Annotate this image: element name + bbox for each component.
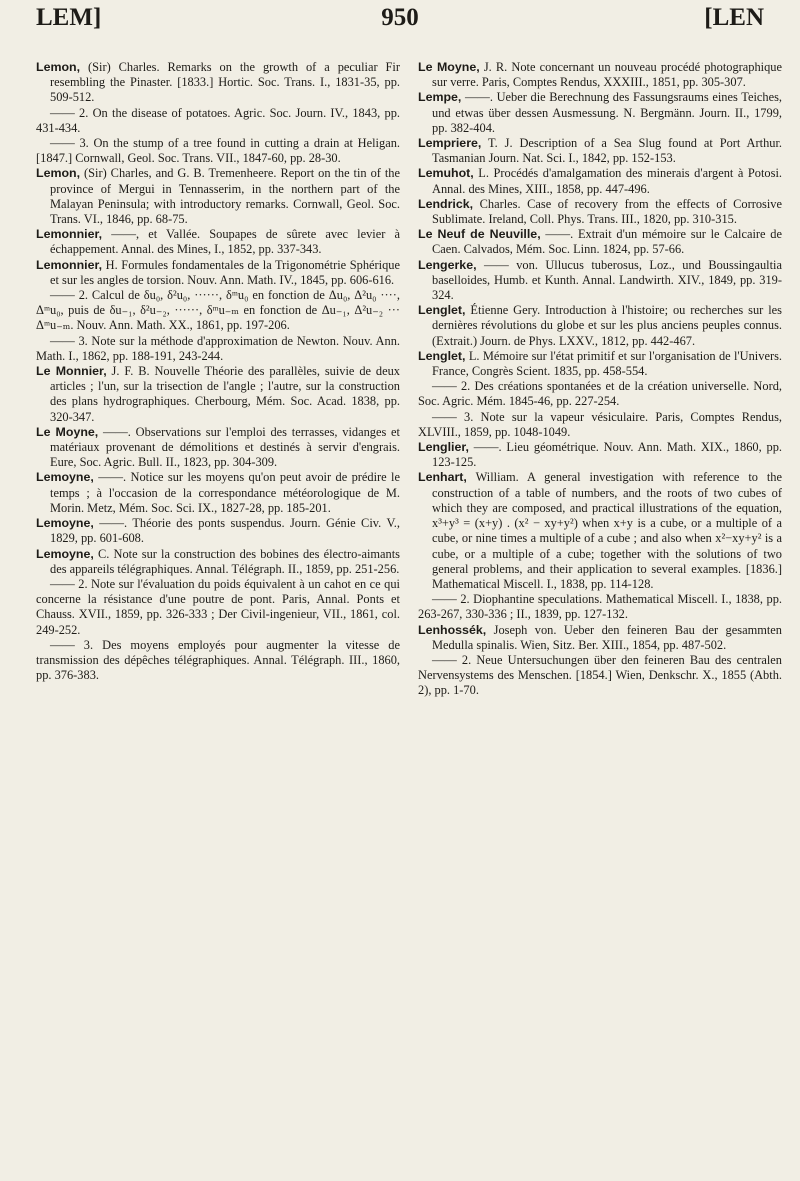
- sub-entry: [418, 410, 782, 440]
- header-right: [LEN: [704, 4, 764, 31]
- entry-text: ——, et Vallée. Soupapes de sûrete avec levier à échappement. Annal. des Mines, I., 1852, pp. 337-343.: [50, 227, 400, 257]
- entry-text: ——. Extrait d'un mémoire sur le Calcaire de Caen. Calvados, Mém. Soc. Linn. 1824, pp. 57-66.: [432, 227, 782, 257]
- author-entry: [36, 516, 400, 546]
- sub-entry: [36, 638, 400, 684]
- entry-text: L. Procédés d'amalgamation des minerais d'argent à Potosi. Annal. des Mines, XIII., 1858, pp. 447-496.: [432, 166, 782, 196]
- author-name: Lemon,: [36, 60, 81, 74]
- entry-text: —— 2. Diophantine speculations. Mathematical Miscell. I., 1838, pp. 263-267, 330-336 ; II., 1839, pp. 127-132.: [418, 592, 782, 622]
- entry-text: —— 3. Des moyens employés pour augmenter la vitesse de transmission des dépêches télégraphiques. Annal. Télégraph. III., 1860, pp. 376-383.: [36, 637, 400, 683]
- author-name: Lenhossék,: [418, 622, 487, 637]
- author-entry: [418, 440, 782, 470]
- entry-text: ——. Notice sur les moyens qu'on peut avoir de prédire le temps ; à l'occasion de la correspondance météorologique de M. Morin. Metz, Mém. Soc. Sci. IX., 1827-28, pp. 185-201.: [50, 470, 400, 515]
- author-name: Lendrick,: [418, 196, 474, 211]
- author-name: Lempe,: [418, 90, 462, 105]
- entry-text: ——. Lieu géométrique. Nouv. Ann. Math. XIX., 1860, pp. 123-125.: [432, 440, 782, 470]
- entry-text: ——. Ueber die Berechnung des Fassungsraums eines Teiches, und etwas über dessen Ausmessung. N. Bergmänn. Journ. II., 1799, pp. 382-404.: [432, 90, 782, 135]
- entry-text: Étienne Gery. Introduction à l'histoire; ou recherches sur les dernières révolutions du globe et sur les plus anciens peuples connus. (Extrait.) Journ. de Phys. LXXV., 1812, pp. 442-467.: [432, 303, 782, 348]
- entry-text: —— 2. Neue Untersuchungen über den feineren Bau des centralen Nervensystems des Menschen. [1854.] Wien, Denkschr. X., 1855 (Abth. 2), pp. 1-70.: [418, 652, 782, 698]
- sub-entry: [36, 334, 400, 364]
- author-entry: [418, 349, 782, 379]
- entry-text: ——. Observations sur l'emploi des terrasses, vidanges et matériaux provenant de démolitions et destinés à servir d'engrais. Eure, Soc. Agric. Bull. II., 1823, pp. 304-309.: [50, 424, 400, 470]
- author-name: Lengerke,: [418, 257, 477, 272]
- author-entry: [418, 227, 782, 257]
- entry-text: (Sir) Charles. Remarks on the growth of a peculiar Fir resembling the Pinaster. [1833.] Hortic. Soc. Trans. I., 1831-35, pp. 509-512.: [50, 60, 400, 105]
- entry-text: —— 2. Des créations spontanées et de la création universelle. Nord, Soc. Agric. Mém. 1845-46, pp. 227-254.: [418, 379, 782, 409]
- author-entry: [36, 425, 400, 471]
- running-header: [36, 4, 764, 44]
- author-name: Lenglet,: [418, 348, 466, 363]
- sub-entry: [418, 592, 782, 622]
- author-name: Le Monnier,: [36, 364, 107, 379]
- author-entry: [418, 258, 782, 304]
- author-entry: [418, 197, 782, 227]
- author-name: Lemonnier,: [36, 257, 103, 272]
- entry-text: —— 3. Note sur la vapeur vésiculaire. Paris, Comptes Rendus, XLVIII., 1859, pp. 1048-1049.: [418, 409, 782, 439]
- author-entry: [418, 303, 782, 349]
- author-name: Le Neuf de Neuville,: [418, 227, 541, 242]
- author-name: Lenglet,: [418, 303, 466, 318]
- entry-text: —— 3. On the stump of a tree found in cutting a drain at Heligan. [1847.] Cornwall, Geol. Soc. Trans. VII., 1847-60, pp. 28-30.: [36, 136, 400, 166]
- author-name: Lemoyne,: [36, 470, 94, 485]
- sub-entry: [36, 288, 400, 334]
- header-left: LEM]: [36, 4, 102, 31]
- entry-text: T. J. Description of a Sea Slug found at Port Arthur. Tasmanian Journ. Nat. Sci. I., 1842, pp. 152-153.: [432, 136, 782, 166]
- entry-text: C. Note sur la construction des bobines des électro-aimants des appareils télégraphiques. Annal. Télégraph. II., 1859, pp. 251-256.: [50, 546, 400, 576]
- entry-text: —— 3. Note sur la méthode d'approximation de Newton. Nouv. Ann. Math. I., 1862, pp. 188-191, 243-244.: [36, 333, 400, 363]
- entry-text: —— von. Ullucus tuberosus, Loz., und Boussingaultia baselloides, Humb. et Kunth. Annal. Landwirth. XIV., 1849, pp. 319-324.: [432, 257, 782, 303]
- author-name: Lempriere,: [418, 136, 482, 151]
- entry-text: J. F. B. Nouvelle Théorie des parallèles, suivie de deux articles ; l'un, sur la trisection de l'angle ; l'autre, sur la construction des plans hydrographiques. Cherbourg, Mém. Soc. Acad. 1838, pp. 320-347.: [50, 364, 400, 424]
- entry-text: H. Formules fondamentales de la Trigonométrie Sphérique et sur les angles de torsion. Nouv. Ann. Math. IV., 1845, pp. 606-616.: [50, 257, 400, 287]
- entry-text: ——. Théorie des ponts suspendus. Journ. Génie Civ. V., 1829, pp. 601-608.: [50, 516, 400, 546]
- author-name: Lenglier,: [418, 440, 469, 455]
- author-entry: [418, 60, 782, 90]
- author-entry: [36, 364, 400, 425]
- sub-entry: [418, 653, 782, 699]
- sub-entry: [418, 379, 782, 409]
- author-name: Lemuhot,: [418, 166, 474, 181]
- author-name: Lemoyne,: [36, 516, 94, 531]
- author-name: Lemoyne,: [36, 546, 94, 561]
- sub-entry: [36, 106, 400, 136]
- author-entry: [418, 90, 782, 136]
- author-entry: [418, 623, 782, 653]
- author-name: Le Moyne,: [36, 424, 99, 439]
- entry-text: —— 2. Calcul de δu₀, δ²u₀, ······, δᵐu₀ en fonction de Δu₀, Δ²u₀ ····, Δᵐu₀, puis de δu₋₁, δ²u₋₂, ······, δᵐu₋ₘ en fonction de Δu₋₁, Δ²u₋₂ ··· Δᵐu₋ₘ. Nouv. Ann. Math. XX., 1861, pp. 197-206.: [36, 288, 400, 333]
- entry-text: L. Mémoire sur l'état primitif et sur l'organisation de l'Univers. France, Congrès Scient. 1835, pp. 458-554.: [432, 348, 782, 379]
- author-entry: [36, 60, 400, 106]
- author-entry: [36, 547, 400, 577]
- author-name: Lenhart,: [418, 470, 467, 485]
- author-entry: [418, 136, 782, 166]
- author-entry: [418, 166, 782, 196]
- author-entry: [36, 258, 400, 288]
- page-number: 950: [381, 4, 419, 31]
- entry-text: J. R. Note concernant un nouveau procédé photographique sur verre. Paris, Comptes Rendus, XXXIII., 1851, pp. 305-307.: [432, 60, 782, 90]
- author-name: Le Moyne,: [418, 60, 480, 74]
- entry-text: (Sir) Charles, and G. B. Tremenheere. Report on the tin of the province of Mergui in Tennasserim, in the northern part of the Malayan Peninsula; with introductory remarks. Cornwall, Geol. Soc. Trans. VI., 1846, pp. 68-75.: [50, 166, 400, 227]
- author-entry: [36, 166, 400, 227]
- entry-text: William. A general investigation with reference to the construction of a table of numbers, and the roots of two cubes of which they are composed, and practical illustrations of the equation, x³+y³ = (x+y) . (x² − xy+y²) when x+y is a cube, or a multiple of a cube, or nine times a multiple of a cube ; and also when x²−xy+y² is a cube, or a multiple of a cube; together with the solutions of two general problems, and their application to several examples. [1836.] Mathematical Miscell. I., 1838, pp. 114-128.: [432, 470, 782, 591]
- entry-text: Charles. Case of recovery from the effects of Corrosive Sublimate. Ireland, Coll. Phys. Trans. III., 1820, pp. 310-315.: [432, 196, 782, 227]
- sub-entry: [36, 577, 400, 638]
- left-column: [36, 60, 400, 683]
- right-column: [418, 60, 782, 699]
- author-entry: [418, 470, 782, 592]
- entry-text: Joseph von. Ueber den feineren Bau der gesammten Medulla spinalis. Wien, Sitz. Ber. XIII., 1854, pp. 487-502.: [432, 622, 782, 652]
- author-name: Lemon,: [36, 166, 81, 181]
- author-entry: [36, 227, 400, 257]
- entry-text: —— 2. Note sur l'évaluation du poids équivalent à un cahot en ce qui concerne la résistance d'une poutre de pont. Paris, Annal. Ponts et Chauss. XVII., 1859, pp. 326-333 ; Der Civil-ingenieur, VII., 1861, col. 249-252.: [36, 576, 400, 637]
- sub-entry: [36, 136, 400, 166]
- entry-text: —— 2. On the disease of potatoes. Agric. Soc. Journ. IV., 1843, pp. 431-434.: [36, 105, 400, 135]
- author-entry: [36, 470, 400, 516]
- author-name: Lemonnier,: [36, 227, 103, 242]
